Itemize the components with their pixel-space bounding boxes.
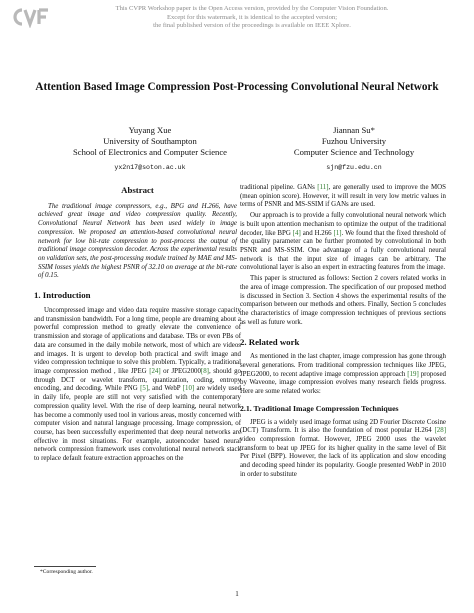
author-department: School of Electronics and Computer Science xyxy=(73,147,227,157)
author-name: Jiannan Su* xyxy=(333,125,375,135)
citation-link[interactable]: [24] xyxy=(149,367,161,375)
author-block-2 xyxy=(244,125,464,173)
watermark-line-2: Except for this watermark, it is identical to the accepted version; xyxy=(166,13,338,21)
text-run: , should go through DCT or wavelet transform, quantization, coding, entropy encoding, and decoding. While PNG xyxy=(34,367,241,393)
text-run: JPEG is a widely used image format using 2D Fourier Discrete Cosine (DCT) Transform. It is also the foundation of most popular H.264 xyxy=(240,418,446,435)
page-number: 1 xyxy=(235,590,239,598)
watermark-line-3: the final published version of the proceedings is available on IEEE Xplore. xyxy=(153,22,351,30)
intro-paragraph xyxy=(34,307,241,464)
text-run: are widely used in daily life, people are still not very satisfied with the contemporary compression quality level. With the rise of deep learning, neural network has become a commonly used tool in various areas, mostly concerned with computer vision and natural language processing. Image compression, of course, has been successfully experimented that deep neural networks are effective in most situations. For example, autoencoder based neural network compression framework uses convolutional neural network stack to replace default feature extraction approaches on the xyxy=(34,385,241,463)
abstract-text: The traditional image compressors, e.g., BPG and H.266, have achieved great image and video compression quality. Recently, Convolutional Neural Network has been used widely in image compression. We proposed an attention-based convolutional neural network for low bit-rate compression to post-process the output of traditional image compression decoder. Across the experimental results on validation sets, the post-processing module trained by MAE and MS-SSIM losses yields the highest PSNR of 32.10 on average at the bit-rate of 0.15. xyxy=(38,202,237,280)
body-paragraph xyxy=(240,184,446,210)
text-run: . We found that the fixed threshold of the quality parameter can be further promoted by convolutional in both PSNR and MS-SSIM. One advantage of a fully convolutional neural network is that the input size of images can be arbitrary. The convolutional layer is also an expert in extracting features from the image. xyxy=(240,229,446,272)
left-column xyxy=(34,184,241,466)
citation-link[interactable]: [10] xyxy=(182,385,195,393)
author-affiliation: University of Southampton xyxy=(103,136,197,146)
text-run: and H.266 xyxy=(300,229,334,237)
author-department: Computer Science and Technology xyxy=(293,147,415,157)
footnote-divider xyxy=(34,566,96,567)
author-block-1 xyxy=(40,125,260,173)
subsection-heading-traditional: 2.1. Traditional Image Compression Techniques xyxy=(240,403,399,413)
text-run: video compression format. However, JPEG 2000 uses the wavelet transform to beat up JPEG for its higher quality in the same level of Bit Per Pixel (BPP). However, the lack of its application and slow encoding and decoding speed hinder its popularity. Google presented WebP in 2010 in order to substitute xyxy=(240,435,446,478)
body-paragraph: This paper is structured as follows: Section 2 covers related works in the area of image compression. The specification of our proposed method is discussed in Section 3. Section 4 shows the experimental results of the comparison between our methods and others. Finally, Section 5 concludes the characteristics of image compression techniques of previous sections as well as future work. xyxy=(240,275,446,326)
body-paragraph xyxy=(240,353,446,397)
open-access-watermark xyxy=(92,5,412,31)
author-name: Yuyang Xue xyxy=(128,125,172,135)
citation-link[interactable]: [5] xyxy=(140,385,149,393)
author-affiliation: Fuzhou University xyxy=(321,136,387,146)
citation-link[interactable]: [8] xyxy=(200,367,209,375)
right-column xyxy=(240,184,446,482)
author-email: yx2n17@soton.ac.uk xyxy=(114,164,186,171)
text-run: As mentioned in the last chapter, image compression has gone through several generations. From traditional compression techniques like JPEG, JPEG2000, to recent adaptive image compression approach xyxy=(240,353,446,378)
text-run: Our approach is to provide a fully convolutional neural network which is built upon attention mechanism to optimize the output of the traditional decoder, like BPG xyxy=(240,212,446,237)
body-paragraph xyxy=(240,419,446,480)
text-run: , are generally used to improve the MOS (mean opinion score). However, it will result in very low metric values in terms of PSNR and MS-SSIM if GANs are used. xyxy=(240,184,446,209)
citation-link[interactable]: [11] xyxy=(317,184,329,191)
watermark-line-1: This CVPR Workshop paper is the Open Access version, provided by the Computer Vision Foundation. xyxy=(115,5,389,12)
citation-link[interactable]: [28] xyxy=(434,427,446,435)
citation-link[interactable]: [1] xyxy=(333,229,342,237)
text-run: , and WebP xyxy=(148,385,183,393)
citation-link[interactable]: [4] xyxy=(292,229,301,237)
text-run: Uncompressed image and video data require massive storage capacity and transmission bandwidth. For a long time, people are dreaming about a powerful compression method to greatly elevate the convenience of transmission and storage of applications and database. TBs or even PBs of data are consumed in the daily mobile network, most of which are videos and images. It is urgent to develop both practical and swift image and video compression technique to solve this problem. Typically, a traditional image compression method , like JPEG xyxy=(34,306,241,375)
section-heading-introduction: 1. Introduction xyxy=(34,290,91,301)
author-email: sjn@fzu.edu.cn xyxy=(326,164,382,171)
paper-title: Attention Based Image Compression Post-Processing Convolutional Neural Network xyxy=(35,81,439,93)
text-run: or JPEG2000 xyxy=(160,367,201,375)
body-paragraph xyxy=(240,212,446,273)
text-run: proposed by Waveone, image compression evolves many research fields progress. Here are some related works: xyxy=(240,370,446,396)
citation-link[interactable]: [19] xyxy=(407,370,419,378)
text-run: traditional pipeline. GANs xyxy=(240,184,318,191)
section-heading-related-work: 2. Related work xyxy=(240,336,300,347)
abstract-heading: Abstract xyxy=(121,185,154,195)
cvf-logo xyxy=(11,6,55,28)
footnote-corresponding-author: *Corresponding author. xyxy=(40,569,93,575)
